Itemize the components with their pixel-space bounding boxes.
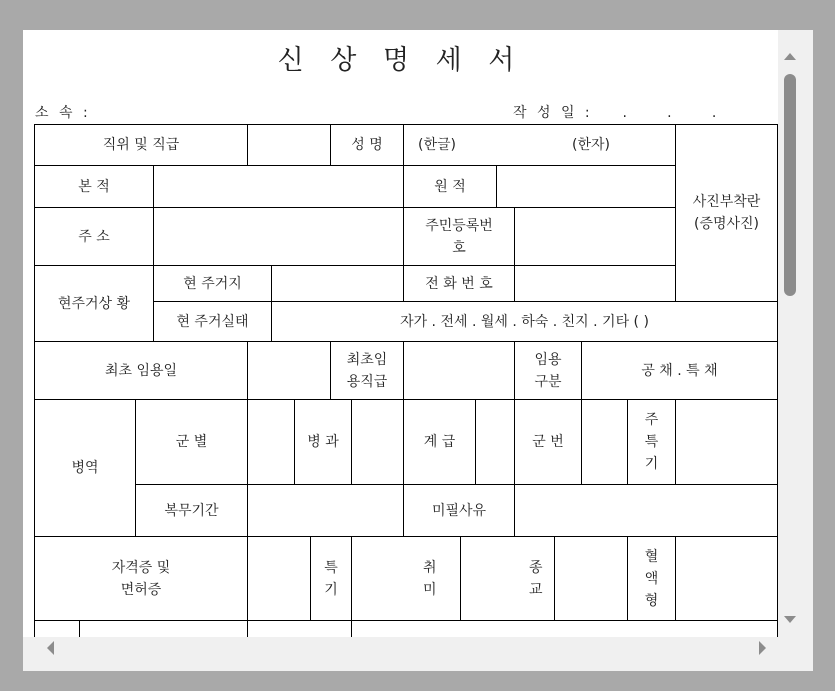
specialty-label: 병 과 [307,434,339,450]
domicile-label: 본 적 [78,178,110,195]
grid-line [777,124,778,637]
grid-line [79,620,80,637]
grid-line [514,207,515,301]
resident-number-label: 주민등록번 호 [425,217,493,256]
first-hire-date-label: 최초 임용일 [104,362,178,379]
religion-label: 종 교 [529,559,543,598]
phone-number-label: 전 화 번 호 [425,275,493,292]
grid-line [403,341,404,399]
grid-line [475,399,476,484]
grid-line [554,536,555,620]
scroll-up-arrow-icon[interactable] [784,53,796,60]
photo-placeholder: 사진부착란 (증명사진) [692,194,761,232]
grid-line [351,399,352,484]
name-label: 성 명 [351,137,383,153]
scroll-left-arrow-icon[interactable] [47,641,54,655]
address-label: 주 소 [78,228,110,245]
notes-label: 주 특 기 [644,412,659,472]
current-residence-label: 현 주거지 [183,275,242,292]
certificates-label: 자격증 및 면허증 [111,559,171,598]
grid-line [675,399,676,484]
first-hire-grade-label: 최초임 용직급 [346,351,388,390]
blood-type-label: 혈 액 형 [644,548,659,609]
date-label: 작 성 일 : . . . [513,105,720,121]
position-grade-label: 직위 및 직급 [102,137,180,153]
special-skill-label: 특 기 [324,559,338,598]
grid-line [460,536,461,620]
residence-type-label: 현 주거실태 [176,313,249,330]
exemption-reason-label: 미필사유 [431,502,487,519]
origin-label: 원 적 [434,178,466,195]
scroll-down-arrow-icon[interactable] [784,616,796,623]
grid-line [675,536,676,620]
document-viewport [23,30,778,637]
residence-options: 자가 . 전세 . 월세 . 하숙 . 친지 . 기타 ( ) [400,313,649,330]
affiliation-label: 소 속 : [35,105,91,121]
name-hanja-label: (한자) [572,137,610,153]
hire-options: 공 채 . 특 채 [641,362,718,379]
page-title: 신 상 명 세 서 [277,45,524,76]
hire-type-label: 임용 구분 [534,351,562,390]
vertical-scroll-thumb[interactable] [784,74,796,296]
personal-info-form [23,30,778,637]
name-korean-label: (한글) [418,137,456,153]
scroll-right-arrow-icon[interactable] [759,641,766,655]
grid-line [581,399,582,484]
service-period-label: 복무기간 [164,502,219,519]
grid-line [351,536,352,637]
branch-label: 군 별 [175,434,208,450]
grid-line [34,620,778,621]
grid-line [496,165,497,207]
hobby-label: 취 미 [423,559,437,598]
grid-line [247,341,248,637]
grid-line [247,124,248,165]
military-service-label: 병역 [71,460,99,476]
service-number-label: 군 번 [532,434,564,450]
horizontal-scrollbar[interactable] [23,637,813,671]
document-window [23,30,813,671]
residence-status-label: 현주거상 황 [57,295,131,312]
rank-label: 계 급 [423,434,456,450]
